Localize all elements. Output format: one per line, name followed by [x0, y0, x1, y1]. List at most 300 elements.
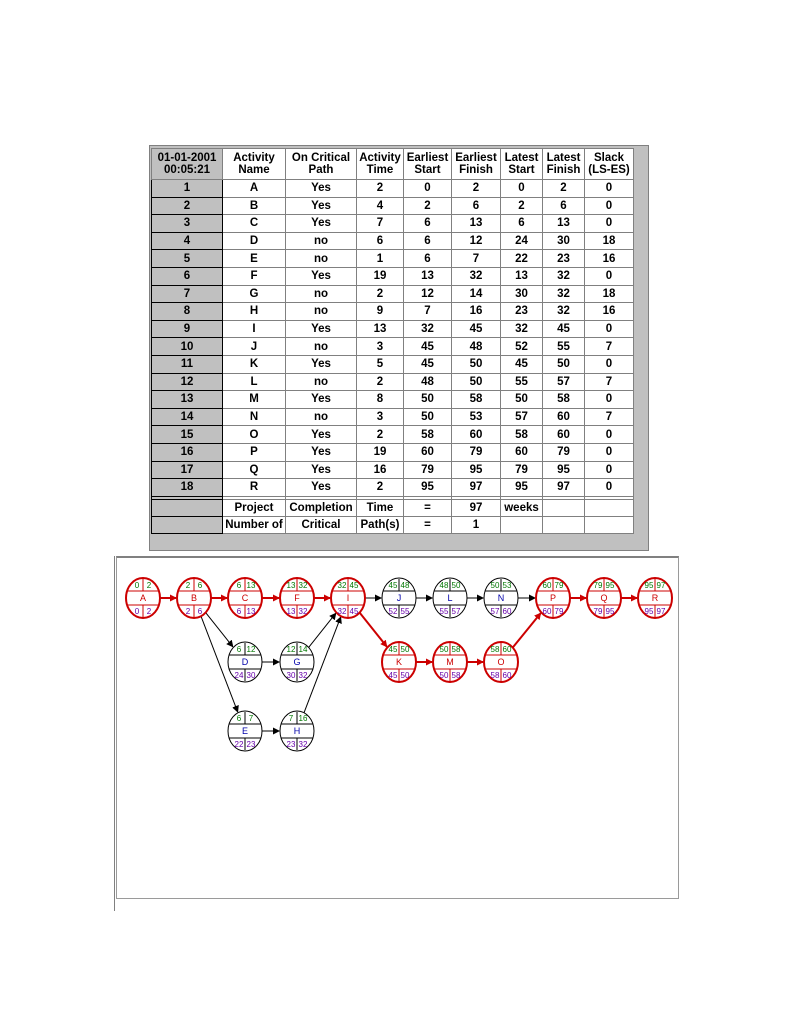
cell-slack[interactable]: 18 [585, 232, 634, 250]
cell-latest-start[interactable]: 50 [501, 391, 543, 409]
node-latest-start: 57 [490, 607, 500, 616]
cell-earliest-start[interactable]: 13 [404, 267, 452, 285]
summary-cell[interactable]: = [404, 499, 452, 516]
cell-critical-path[interactable]: Yes [286, 355, 357, 373]
node-earliest-start: 12 [286, 645, 296, 654]
cell-critical-path[interactable]: no [286, 303, 357, 321]
summary-cell[interactable]: Critical [286, 516, 357, 533]
node-latest-start: 95 [644, 607, 654, 616]
node-earliest-start: 13 [286, 581, 296, 590]
cell-activity-name[interactable]: N [223, 408, 286, 426]
node-latest-start: 50 [439, 671, 449, 680]
node-q[interactable] [587, 578, 621, 618]
node-latest-finish: 58 [451, 671, 461, 680]
cell-latest-finish[interactable]: 58 [543, 391, 585, 409]
cell-activity-time[interactable]: 19 [357, 267, 404, 285]
node-latest-start: 6 [236, 607, 242, 616]
node-o[interactable] [484, 642, 518, 682]
node-n[interactable] [484, 578, 518, 618]
cell-critical-path[interactable]: no [286, 373, 357, 391]
node-latest-start: 22 [234, 740, 244, 749]
node-label: O [497, 657, 505, 667]
network-diagram [117, 558, 678, 898]
cell-activity-time[interactable]: 2 [357, 180, 404, 198]
node-earliest-finish: 48 [400, 581, 410, 590]
cell-activity-name[interactable]: K [223, 355, 286, 373]
node-latest-finish: 95 [605, 607, 615, 616]
node-latest-start: 79 [593, 607, 603, 616]
node-latest-finish: 30 [246, 671, 256, 680]
cell-earliest-start[interactable]: 32 [404, 320, 452, 338]
node-earliest-start: 45 [388, 645, 398, 654]
cell-latest-start[interactable]: 57 [501, 408, 543, 426]
cell-critical-path[interactable]: no [286, 232, 357, 250]
cell-activity-time[interactable]: 6 [357, 232, 404, 250]
cell-activity-time[interactable]: 4 [357, 197, 404, 215]
summary-cell[interactable]: Path(s) [357, 516, 404, 533]
cell-activity-name[interactable]: J [223, 338, 286, 356]
cell-latest-start[interactable]: 52 [501, 338, 543, 356]
node-earliest-finish: 7 [248, 714, 254, 723]
cell-latest-finish[interactable]: 95 [543, 461, 585, 479]
cell-earliest-finish[interactable]: 13 [452, 215, 501, 233]
cell-critical-path[interactable]: no [286, 285, 357, 303]
node-latest-finish: 13 [246, 607, 256, 616]
node-earliest-start: 79 [593, 581, 603, 590]
cell-latest-start[interactable]: 23 [501, 303, 543, 321]
cell-slack[interactable]: 0 [585, 320, 634, 338]
node-d[interactable] [228, 642, 262, 682]
table-row [152, 285, 634, 303]
cell-slack[interactable]: 0 [585, 267, 634, 285]
cell-earliest-start[interactable]: 6 [404, 232, 452, 250]
cell-latest-start[interactable]: 22 [501, 250, 543, 268]
table-row [152, 180, 634, 198]
cell-latest-finish[interactable]: 6 [543, 197, 585, 215]
cell-slack[interactable]: 0 [585, 391, 634, 409]
row-number-cell[interactable]: 13 [152, 391, 223, 409]
node-earliest-start: 7 [288, 714, 294, 723]
node-latest-finish: 60 [502, 671, 512, 680]
cell-latest-start[interactable]: 24 [501, 232, 543, 250]
node-label: P [549, 593, 557, 603]
row-number-cell[interactable]: 3 [152, 215, 223, 233]
cell-activity-name[interactable]: P [223, 443, 286, 461]
cell-latest-start[interactable]: 2 [501, 197, 543, 215]
column-header-earliest-finish: Earliest Finish [452, 149, 501, 180]
node-label: C [241, 593, 249, 603]
node-earliest-start: 2 [185, 581, 191, 590]
cell-earliest-finish[interactable]: 50 [452, 373, 501, 391]
row-number-cell[interactable]: 16 [152, 443, 223, 461]
node-latest-start: 32 [337, 607, 347, 616]
node-latest-start: 52 [388, 607, 398, 616]
table-row [152, 303, 634, 321]
row-number-cell[interactable]: 4 [152, 232, 223, 250]
node-latest-finish: 50 [400, 671, 410, 680]
cell-earliest-finish[interactable]: 16 [452, 303, 501, 321]
node-latest-start: 24 [234, 671, 244, 680]
node-label: K [395, 657, 403, 667]
cell-slack[interactable]: 7 [585, 373, 634, 391]
node-earliest-finish: 2 [146, 581, 152, 590]
cell-activity-time[interactable]: 9 [357, 303, 404, 321]
cell-latest-finish[interactable]: 32 [543, 303, 585, 321]
cell-activity-time[interactable]: 2 [357, 426, 404, 444]
edge-g-i [309, 613, 336, 647]
row-number-cell[interactable]: 6 [152, 267, 223, 285]
cell-latest-finish[interactable]: 13 [543, 215, 585, 233]
network-diagram-panel [116, 556, 679, 899]
cell-latest-start[interactable]: 6 [501, 215, 543, 233]
column-header-slack: Slack (LS-ES) [585, 149, 634, 180]
cell-slack[interactable]: 7 [585, 408, 634, 426]
cell-latest-finish[interactable]: 32 [543, 285, 585, 303]
node-label: I [346, 593, 350, 603]
node-label: B [190, 593, 198, 603]
row-number-cell[interactable]: 15 [152, 426, 223, 444]
node-earliest-finish: 6 [197, 581, 203, 590]
row-number-cell[interactable]: 9 [152, 320, 223, 338]
cell-earliest-start[interactable]: 0 [404, 180, 452, 198]
node-e[interactable] [228, 711, 262, 751]
cell-latest-start[interactable]: 32 [501, 320, 543, 338]
node-latest-start: 45 [388, 671, 398, 680]
cell-latest-start[interactable]: 79 [501, 461, 543, 479]
cell-activity-time[interactable]: 5 [357, 355, 404, 373]
cell-critical-path[interactable]: Yes [286, 267, 357, 285]
row-number-cell[interactable]: 14 [152, 408, 223, 426]
node-r[interactable] [638, 578, 672, 618]
node-earliest-start: 0 [134, 581, 140, 590]
node-latest-start: 23 [286, 740, 296, 749]
node-k[interactable] [382, 642, 416, 682]
node-label: F [294, 593, 300, 603]
cell-latest-start[interactable]: 13 [501, 267, 543, 285]
node-label: E [241, 726, 249, 736]
cell-latest-finish[interactable]: 55 [543, 338, 585, 356]
cell-earliest-start[interactable]: 6 [404, 250, 452, 268]
node-label: M [446, 657, 454, 667]
cell-latest-finish[interactable]: 60 [543, 426, 585, 444]
cell-earliest-finish[interactable]: 79 [452, 443, 501, 461]
node-earliest-finish: 12 [246, 645, 256, 654]
cell-slack[interactable]: 0 [585, 443, 634, 461]
node-p[interactable] [536, 578, 570, 618]
summary-cell[interactable] [585, 499, 634, 516]
node-m[interactable] [433, 642, 467, 682]
cell-earliest-finish[interactable]: 58 [452, 391, 501, 409]
cell-activity-time[interactable]: 2 [357, 285, 404, 303]
node-earliest-start: 50 [490, 581, 500, 590]
cell-earliest-finish[interactable]: 45 [452, 320, 501, 338]
cell-critical-path[interactable]: Yes [286, 215, 357, 233]
node-earliest-finish: 13 [246, 581, 256, 590]
cell-slack[interactable]: 0 [585, 461, 634, 479]
summary-cell[interactable]: Completion [286, 499, 357, 516]
summary-cell[interactable]: 1 [452, 516, 501, 533]
cell-latest-start[interactable]: 95 [501, 479, 543, 497]
cell-earliest-start[interactable]: 79 [404, 461, 452, 479]
cell-earliest-start[interactable]: 95 [404, 479, 452, 497]
table-row [152, 391, 634, 409]
cell-critical-path[interactable]: Yes [286, 320, 357, 338]
node-earliest-start: 6 [236, 581, 242, 590]
cell-activity-name[interactable]: D [223, 232, 286, 250]
cell-latest-start[interactable]: 58 [501, 426, 543, 444]
cell-latest-finish[interactable]: 50 [543, 355, 585, 373]
cell-latest-finish[interactable]: 2 [543, 180, 585, 198]
summary-cell[interactable] [501, 516, 543, 533]
cell-latest-start[interactable]: 0 [501, 180, 543, 198]
summary-cell[interactable]: = [404, 516, 452, 533]
cell-earliest-start[interactable]: 45 [404, 338, 452, 356]
row-number-cell[interactable]: 11 [152, 355, 223, 373]
node-latest-start: 2 [185, 607, 191, 616]
cell-critical-path[interactable]: Yes [286, 461, 357, 479]
table-row [152, 267, 634, 285]
cell-activity-time[interactable]: 1 [357, 250, 404, 268]
node-latest-finish: 2 [146, 607, 152, 616]
cell-critical-path[interactable]: Yes [286, 391, 357, 409]
cell-latest-start[interactable]: 45 [501, 355, 543, 373]
table-row [152, 197, 634, 215]
cell-earliest-finish[interactable]: 7 [452, 250, 501, 268]
table-row [152, 215, 634, 233]
node-latest-finish: 97 [656, 607, 666, 616]
cell-latest-finish[interactable]: 23 [543, 250, 585, 268]
cell-critical-path[interactable]: no [286, 338, 357, 356]
row-number-cell[interactable]: 12 [152, 373, 223, 391]
table-row [152, 320, 634, 338]
node-g[interactable] [280, 642, 314, 682]
cell-earliest-start[interactable]: 12 [404, 285, 452, 303]
cell-earliest-start[interactable]: 50 [404, 391, 452, 409]
summary-cell[interactable] [543, 516, 585, 533]
node-latest-finish: 57 [451, 607, 461, 616]
row-number-cell[interactable]: 8 [152, 303, 223, 321]
row-number-cell[interactable]: 17 [152, 461, 223, 479]
cell-latest-finish[interactable]: 45 [543, 320, 585, 338]
summary-row [152, 499, 634, 516]
cell-activity-name[interactable]: R [223, 479, 286, 497]
summary-row-header [152, 516, 223, 533]
cell-earliest-start[interactable]: 60 [404, 443, 452, 461]
cell-critical-path[interactable]: Yes [286, 180, 357, 198]
cell-activity-name[interactable]: H [223, 303, 286, 321]
node-f[interactable] [280, 578, 314, 618]
summary-cell[interactable] [585, 516, 634, 533]
cell-latest-start[interactable]: 30 [501, 285, 543, 303]
cell-earliest-finish[interactable]: 12 [452, 232, 501, 250]
cell-earliest-finish[interactable]: 50 [452, 355, 501, 373]
cell-earliest-finish[interactable]: 97 [452, 479, 501, 497]
node-latest-finish: 45 [349, 607, 359, 616]
cell-activity-name[interactable]: G [223, 285, 286, 303]
node-latest-finish: 79 [554, 607, 564, 616]
column-header-activity-time: Activity Time [357, 149, 404, 180]
summary-cell[interactable]: Project [223, 499, 286, 516]
cell-slack[interactable]: 0 [585, 180, 634, 198]
edge-b-d [206, 613, 233, 647]
node-label: H [293, 726, 301, 736]
node-earliest-finish: 60 [502, 645, 512, 654]
node-l[interactable] [433, 578, 467, 618]
cell-slack[interactable]: 0 [585, 197, 634, 215]
node-label: R [651, 593, 659, 603]
node-c[interactable] [228, 578, 262, 618]
node-label: N [497, 593, 505, 603]
node-i[interactable] [331, 578, 365, 618]
cell-activity-time[interactable]: 7 [357, 215, 404, 233]
cell-activity-name[interactable]: O [223, 426, 286, 444]
cell-slack[interactable]: 18 [585, 285, 634, 303]
cell-earliest-start[interactable]: 58 [404, 426, 452, 444]
cell-critical-path[interactable]: Yes [286, 479, 357, 497]
cell-activity-time[interactable]: 2 [357, 373, 404, 391]
node-latest-start: 0 [134, 607, 140, 616]
row-number-cell[interactable]: 7 [152, 285, 223, 303]
row-number-cell[interactable]: 18 [152, 479, 223, 497]
cell-slack[interactable]: 0 [585, 479, 634, 497]
node-earliest-start: 48 [439, 581, 449, 590]
cell-earliest-start[interactable]: 7 [404, 303, 452, 321]
table-row [152, 443, 634, 461]
table-row [152, 461, 634, 479]
cell-earliest-start[interactable]: 2 [404, 197, 452, 215]
node-latest-start: 30 [286, 671, 296, 680]
node-label: Q [600, 593, 608, 603]
cell-activity-name[interactable]: E [223, 250, 286, 268]
cell-latest-finish[interactable]: 32 [543, 267, 585, 285]
edge-o-p [513, 613, 541, 647]
node-h[interactable] [280, 711, 314, 751]
cell-activity-name[interactable]: L [223, 373, 286, 391]
node-earliest-finish: 58 [451, 645, 461, 654]
cell-earliest-finish[interactable]: 2 [452, 180, 501, 198]
cell-critical-path[interactable]: no [286, 408, 357, 426]
cell-slack[interactable]: 16 [585, 303, 634, 321]
node-j[interactable] [382, 578, 416, 618]
cell-slack[interactable]: 0 [585, 426, 634, 444]
column-header-activity-name: Activity Name [223, 149, 286, 180]
cell-earliest-finish[interactable]: 53 [452, 408, 501, 426]
table-row [152, 426, 634, 444]
cell-latest-start[interactable]: 55 [501, 373, 543, 391]
cell-activity-time[interactable]: 16 [357, 461, 404, 479]
cell-earliest-finish[interactable]: 14 [452, 285, 501, 303]
row-number-cell[interactable]: 5 [152, 250, 223, 268]
cell-activity-name[interactable]: B [223, 197, 286, 215]
cell-latest-finish[interactable]: 79 [543, 443, 585, 461]
cell-activity-name[interactable]: F [223, 267, 286, 285]
timestamp-time: 00:05:21 [163, 164, 211, 176]
cell-activity-time[interactable]: 3 [357, 408, 404, 426]
summary-row-header [152, 499, 223, 516]
cell-activity-time[interactable]: 19 [357, 443, 404, 461]
cell-earliest-finish[interactable]: 32 [452, 267, 501, 285]
node-earliest-start: 6 [236, 714, 242, 723]
cell-earliest-finish[interactable]: 60 [452, 426, 501, 444]
row-number-cell[interactable]: 2 [152, 197, 223, 215]
cell-activity-time[interactable]: 13 [357, 320, 404, 338]
node-earliest-start: 58 [490, 645, 500, 654]
summary-cell[interactable]: Time [357, 499, 404, 516]
summary-row [152, 516, 634, 533]
cell-activity-name[interactable]: I [223, 320, 286, 338]
cell-earliest-start[interactable]: 48 [404, 373, 452, 391]
cell-critical-path[interactable]: Yes [286, 426, 357, 444]
cell-slack[interactable]: 7 [585, 338, 634, 356]
summary-cell[interactable]: 97 [452, 499, 501, 516]
cell-activity-name[interactable]: C [223, 215, 286, 233]
table-row [152, 250, 634, 268]
table-row [152, 338, 634, 356]
node-earliest-start: 6 [236, 645, 242, 654]
cell-activity-time[interactable]: 2 [357, 479, 404, 497]
left-rule [114, 556, 115, 911]
cell-slack[interactable]: 16 [585, 250, 634, 268]
summary-cell[interactable] [543, 499, 585, 516]
table-row [152, 373, 634, 391]
node-earliest-finish: 53 [502, 581, 512, 590]
summary-cell[interactable]: Number of [223, 516, 286, 533]
cpm-results-table [151, 148, 634, 534]
cell-slack[interactable]: 0 [585, 215, 634, 233]
cell-slack[interactable]: 0 [585, 355, 634, 373]
cell-earliest-finish[interactable]: 95 [452, 461, 501, 479]
cell-activity-name[interactable]: A [223, 180, 286, 198]
cell-earliest-finish[interactable]: 48 [452, 338, 501, 356]
cell-critical-path[interactable]: no [286, 250, 357, 268]
table-row [152, 232, 634, 250]
cell-latest-finish[interactable]: 97 [543, 479, 585, 497]
node-earliest-start: 45 [388, 581, 398, 590]
cell-latest-start[interactable]: 60 [501, 443, 543, 461]
node-latest-finish: 55 [400, 607, 410, 616]
cell-latest-finish[interactable]: 57 [543, 373, 585, 391]
node-b[interactable] [177, 578, 211, 618]
node-latest-finish: 32 [298, 671, 308, 680]
cell-activity-time[interactable]: 3 [357, 338, 404, 356]
node-earliest-finish: 97 [656, 581, 666, 590]
column-header-latest-start: Latest Start [501, 149, 543, 180]
cell-activity-time[interactable]: 8 [357, 391, 404, 409]
node-a[interactable] [126, 578, 160, 618]
cell-earliest-start[interactable]: 50 [404, 408, 452, 426]
summary-cell[interactable]: weeks [501, 499, 543, 516]
node-latest-start: 13 [286, 607, 296, 616]
cell-activity-name[interactable]: Q [223, 461, 286, 479]
row-number-cell[interactable]: 1 [152, 180, 223, 198]
node-earliest-start: 50 [439, 645, 449, 654]
cell-activity-name[interactable]: M [223, 391, 286, 409]
column-header-earliest-start: Earliest Start [404, 149, 452, 180]
node-latest-start: 60 [542, 607, 552, 616]
cell-critical-path[interactable]: Yes [286, 197, 357, 215]
cell-critical-path[interactable]: Yes [286, 443, 357, 461]
column-header-latest-finish: Latest Finish [543, 149, 585, 180]
cell-latest-finish[interactable]: 30 [543, 232, 585, 250]
cell-latest-finish[interactable]: 60 [543, 408, 585, 426]
cell-earliest-start[interactable]: 6 [404, 215, 452, 233]
node-earliest-finish: 50 [400, 645, 410, 654]
row-number-cell[interactable]: 10 [152, 338, 223, 356]
node-earliest-start: 95 [644, 581, 654, 590]
cell-earliest-start[interactable]: 45 [404, 355, 452, 373]
cell-earliest-finish[interactable]: 6 [452, 197, 501, 215]
table-header-row [152, 149, 634, 180]
